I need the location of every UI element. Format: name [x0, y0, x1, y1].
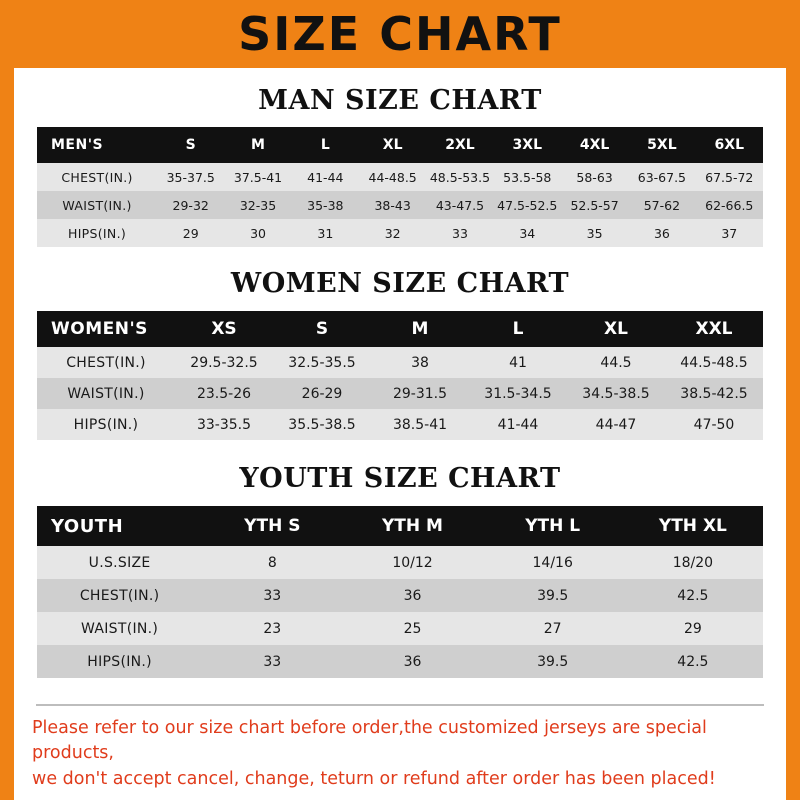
- women-hips-5: 44-47: [595, 416, 637, 433]
- women-hips-1: 33-35.5: [196, 416, 252, 433]
- youth-col-4: YTH XL: [658, 516, 727, 536]
- men-col-7: 4XL: [579, 137, 610, 153]
- footer-line-2: we don't accept cancel, change, teturn or refund after order has been placed!: [32, 768, 716, 789]
- youth-row-label-chest: CHEST(IN.): [79, 587, 160, 604]
- women-waist-6: 38.5-42.5: [680, 385, 748, 402]
- youth-row-label-waist: WAIST(IN.): [81, 620, 159, 637]
- women-chest-4: 41: [509, 354, 527, 371]
- men-col-3: L: [320, 137, 330, 153]
- footer-divider: [36, 704, 764, 706]
- women-header-label: WOMEN'S: [51, 319, 148, 339]
- page-header-banner: [0, 0, 800, 68]
- men-table-header-row: [37, 127, 763, 163]
- women-row-label-waist: WAIST(IN.): [67, 385, 145, 402]
- men-col-1: S: [185, 137, 196, 153]
- youth-ussize-2: 10/12: [392, 554, 433, 571]
- men-chest-9: 67.5-72: [705, 169, 754, 185]
- women-waist-3: 29-31.5: [392, 385, 448, 402]
- men-chest-8: 63-67.5: [637, 169, 687, 185]
- men-waist-8: 57-62: [643, 197, 681, 213]
- men-size-table: [37, 127, 763, 247]
- table-row: [37, 163, 763, 191]
- women-waist-5: 34.5-38.5: [582, 385, 650, 402]
- youth-col-1: YTH S: [244, 516, 301, 536]
- youth-ussize-4: 18/20: [672, 554, 714, 571]
- men-col-2: M: [251, 137, 265, 153]
- men-hips-5: 33: [452, 225, 468, 241]
- men-chest-7: 58-63: [576, 169, 613, 185]
- women-col-3: M: [411, 319, 429, 339]
- men-waist-1: 29-32: [172, 197, 209, 213]
- women-row-label-chest: CHEST(IN.): [66, 354, 146, 371]
- youth-chest-2: 36: [403, 587, 422, 604]
- youth-section-title: YOUTH SIZE CHART: [239, 463, 561, 494]
- women-col-4: L: [512, 319, 524, 339]
- women-table-header-row: [37, 311, 763, 347]
- youth-hips-3: 39.5: [537, 653, 569, 670]
- youth-header-label: YOUTH: [51, 515, 124, 537]
- men-waist-3: 35-38: [307, 197, 344, 213]
- men-hips-2: 30: [250, 225, 266, 241]
- youth-hips-4: 42.5: [677, 653, 709, 670]
- table-row: [37, 191, 763, 219]
- men-waist-7: 52.5-57: [570, 197, 619, 213]
- men-hips-6: 34: [519, 225, 536, 241]
- youth-row-label-hips: HIPS(IN.): [87, 653, 152, 670]
- men-waist-9: 62-66.5: [705, 197, 754, 213]
- table-row: [37, 409, 763, 440]
- women-hips-4: 41-44: [497, 416, 539, 433]
- table-row: [37, 347, 763, 378]
- women-waist-1: 23.5-26: [196, 385, 252, 402]
- men-hips-1: 29: [182, 225, 199, 241]
- youth-table-header-row: [37, 506, 763, 546]
- men-waist-2: 32-35: [239, 197, 277, 213]
- men-chest-1: 35-37.5: [166, 169, 215, 185]
- men-section-title: MAN SIZE CHART: [258, 85, 542, 116]
- youth-waist-4: 29: [683, 620, 702, 637]
- men-hips-9: 37: [721, 225, 738, 241]
- women-chest-5: 44.5: [600, 354, 632, 371]
- men-hips-8: 36: [653, 225, 670, 241]
- youth-col-2: YTH M: [382, 516, 443, 536]
- women-chest-2: 32.5-35.5: [288, 354, 356, 371]
- men-waist-4: 38-43: [374, 197, 411, 213]
- women-chest-6: 44.5-48.5: [680, 354, 748, 371]
- table-row: [37, 612, 763, 645]
- men-header-label: MEN'S: [51, 137, 104, 153]
- youth-hips-1: 33: [263, 653, 282, 670]
- men-hips-3: 31: [317, 225, 334, 241]
- youth-waist-2: 25: [403, 620, 422, 637]
- table-row: [37, 219, 763, 247]
- youth-chest-4: 42.5: [677, 587, 709, 604]
- women-col-5: XL: [604, 319, 628, 339]
- men-col-6: 3XL: [512, 137, 542, 153]
- youth-waist-3: 27: [543, 620, 562, 637]
- page-title: SIZE CHART: [238, 7, 562, 61]
- men-chest-4: 44-48.5: [368, 169, 417, 185]
- men-col-9: 6XL: [714, 137, 744, 153]
- women-hips-6: 47-50: [693, 416, 735, 433]
- table-row: [37, 546, 763, 579]
- men-col-4: XL: [382, 137, 403, 153]
- youth-ussize-3: 14/16: [532, 554, 573, 571]
- women-hips-2: 35.5-38.5: [288, 416, 356, 433]
- women-hips-3: 38.5-41: [392, 416, 448, 433]
- youth-row-label-ussize: U.S.SIZE: [88, 554, 151, 571]
- men-chest-6: 53.5-58: [503, 169, 552, 185]
- women-row-label-hips: HIPS(IN.): [73, 416, 139, 433]
- table-row: [37, 645, 763, 678]
- men-row-label-chest: CHEST(IN.): [61, 169, 133, 185]
- men-hips-4: 32: [384, 225, 401, 241]
- men-waist-6: 47.5-52.5: [497, 197, 558, 213]
- women-col-6: XXL: [695, 319, 733, 339]
- men-hips-7: 35: [586, 225, 603, 241]
- youth-ussize-1: 8: [267, 554, 277, 571]
- men-col-5: 2XL: [445, 137, 475, 153]
- women-chest-1: 29.5-32.5: [190, 354, 258, 371]
- youth-hips-2: 36: [403, 653, 422, 670]
- youth-chest-1: 33: [263, 587, 282, 604]
- footer-note: [14, 704, 786, 800]
- youth-chest-3: 39.5: [537, 587, 569, 604]
- women-size-table: [37, 311, 763, 440]
- youth-size-table: [37, 506, 763, 678]
- table-row: [37, 579, 763, 612]
- youth-col-3: YTH L: [525, 516, 581, 536]
- women-chest-3: 38: [411, 354, 429, 371]
- table-row: [37, 378, 763, 409]
- men-col-8: 5XL: [647, 137, 677, 153]
- women-col-1: XS: [211, 319, 237, 339]
- men-row-label-waist: WAIST(IN.): [62, 197, 132, 213]
- footer-line-1: Please refer to our size chart before order,the customized jerseys are special products,: [32, 717, 707, 764]
- men-chest-3: 41-44: [307, 169, 344, 185]
- men-row-label-hips: HIPS(IN.): [68, 225, 127, 241]
- women-col-2: S: [315, 319, 329, 339]
- women-waist-4: 31.5-34.5: [484, 385, 552, 402]
- women-section-title: WOMEN SIZE CHART: [230, 268, 570, 299]
- youth-waist-1: 23: [263, 620, 282, 637]
- women-waist-2: 26-29: [301, 385, 343, 402]
- men-chest-2: 37.5-41: [233, 169, 283, 185]
- men-waist-5: 43-47.5: [435, 197, 485, 213]
- men-chest-5: 48.5-53.5: [429, 169, 491, 185]
